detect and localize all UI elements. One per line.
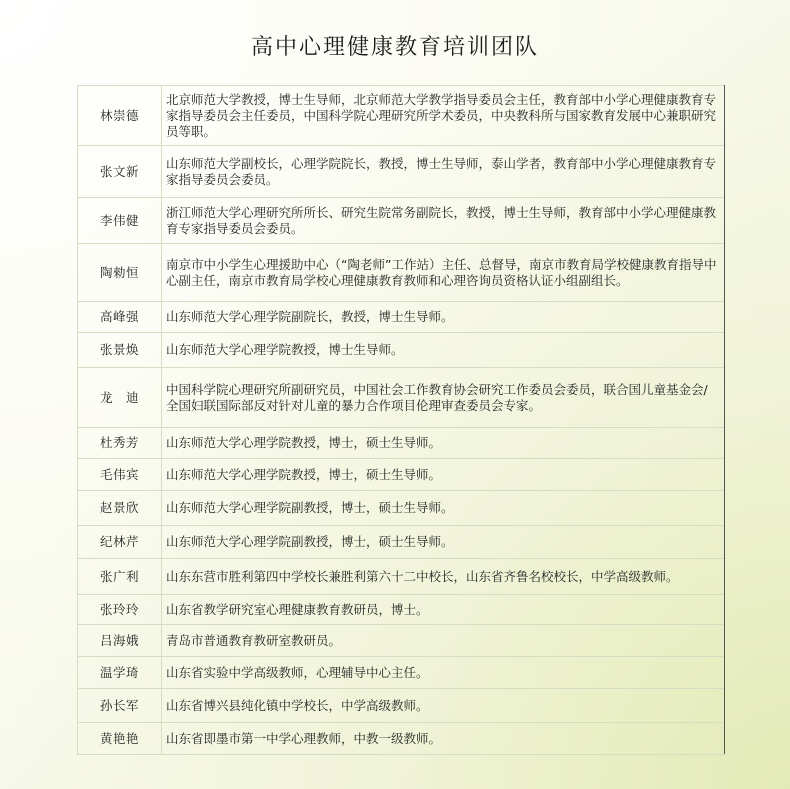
member-name: 赵景欣 [78,491,162,526]
table-row [78,689,725,723]
member-description: 山东师范大学心理学院副教授，博士，硕士生导师。 [162,491,725,526]
member-description: 山东省实验中学高级教师，心理辅导中心主任。 [162,657,725,689]
table-row [78,595,725,625]
table-row [78,459,725,491]
member-description: 北京师范大学教授，博士生导师，北京师范大学教学指导委员会主任，教育部中小学心理健康教育专家指导委员会主任委员，中国科学院心理研究所学术委员，中央教科所与国家教育发展中心兼职研究员等职。 [162,86,725,146]
table-row [78,526,725,559]
table-row [78,657,725,689]
table-row [78,86,725,146]
member-description: 山东师范大学心理学院教授，博士，硕士生导师。 [162,459,725,491]
team-table [77,85,725,755]
member-name: 高峰强 [78,302,162,333]
member-description: 山东省即墨市第一中学心理教师，中教一级教师。 [162,723,725,755]
member-name: 张景焕 [78,333,162,368]
member-name: 张文新 [78,146,162,198]
table-row [78,368,725,428]
member-name: 杜秀芳 [78,428,162,459]
table-row [78,198,725,244]
table-row [78,491,725,526]
member-name: 张广利 [78,559,162,595]
member-name: 毛伟宾 [78,459,162,491]
member-description: 山东省教学研究室心理健康教育教研员，博士。 [162,595,725,625]
member-name: 吕海娥 [78,625,162,657]
member-name: 黄艳艳 [78,723,162,755]
member-name: 孙长军 [78,689,162,723]
table-row [78,302,725,333]
member-description: 中国科学院心理研究所副研究员，中国社会工作教育协会研究工作委员会委员，联合国儿童基金会/全国妇联国际部反对针对儿童的暴力合作项目伦理审查委员会专家。 [162,368,725,428]
member-description: 青岛市普通教育教研室教研员。 [162,625,725,657]
table-row [78,428,725,459]
member-name: 龙 迪 [78,368,162,428]
member-description: 山东东营市胜利第四中学校长兼胜利第六十二中校长，山东省齐鲁名校校长，中学高级教师。 [162,559,725,595]
table-row [78,625,725,657]
member-description: 山东师范大学心理学院教授，博士，硕士生导师。 [162,428,725,459]
member-name: 陶勑恒 [78,244,162,302]
member-name: 温学琦 [78,657,162,689]
member-description: 山东省博兴县纯化镇中学校长，中学高级教师。 [162,689,725,723]
member-name: 张玲玲 [78,595,162,625]
table-row [78,333,725,368]
page-title: 高中心理健康教育培训团队 [250,35,539,60]
table-row [78,244,725,302]
member-description: 南京市中小学生心理援助中心（“陶老师”工作站）主任、总督导，南京市教育局学校健康教育指导中心副主任，南京市教育局学校心理健康教育教师和心理咨询员资格认证小组副组长。 [162,244,725,302]
member-description: 山东师范大学心理学院副院长，教授，博士生导师。 [162,302,725,333]
table-row [78,146,725,198]
member-name: 林崇德 [78,86,162,146]
member-description: 浙江师范大学心理研究所所长、研究生院常务副院长，教授，博士生导师，教育部中小学心理健康教育专家指导委员会委员。 [162,198,725,244]
member-name: 李伟健 [78,198,162,244]
member-description: 山东师范大学心理学院教授，博士生导师。 [162,333,725,368]
table-row [78,723,725,755]
member-name: 纪林芹 [78,526,162,559]
member-description: 山东师范大学副校长，心理学院院长，教授，博士生导师，泰山学者，教育部中小学心理健康教育专家指导委员会委员。 [162,146,725,198]
table-row [78,559,725,595]
member-description: 山东师范大学心理学院副教授，博士，硕士生导师。 [162,526,725,559]
